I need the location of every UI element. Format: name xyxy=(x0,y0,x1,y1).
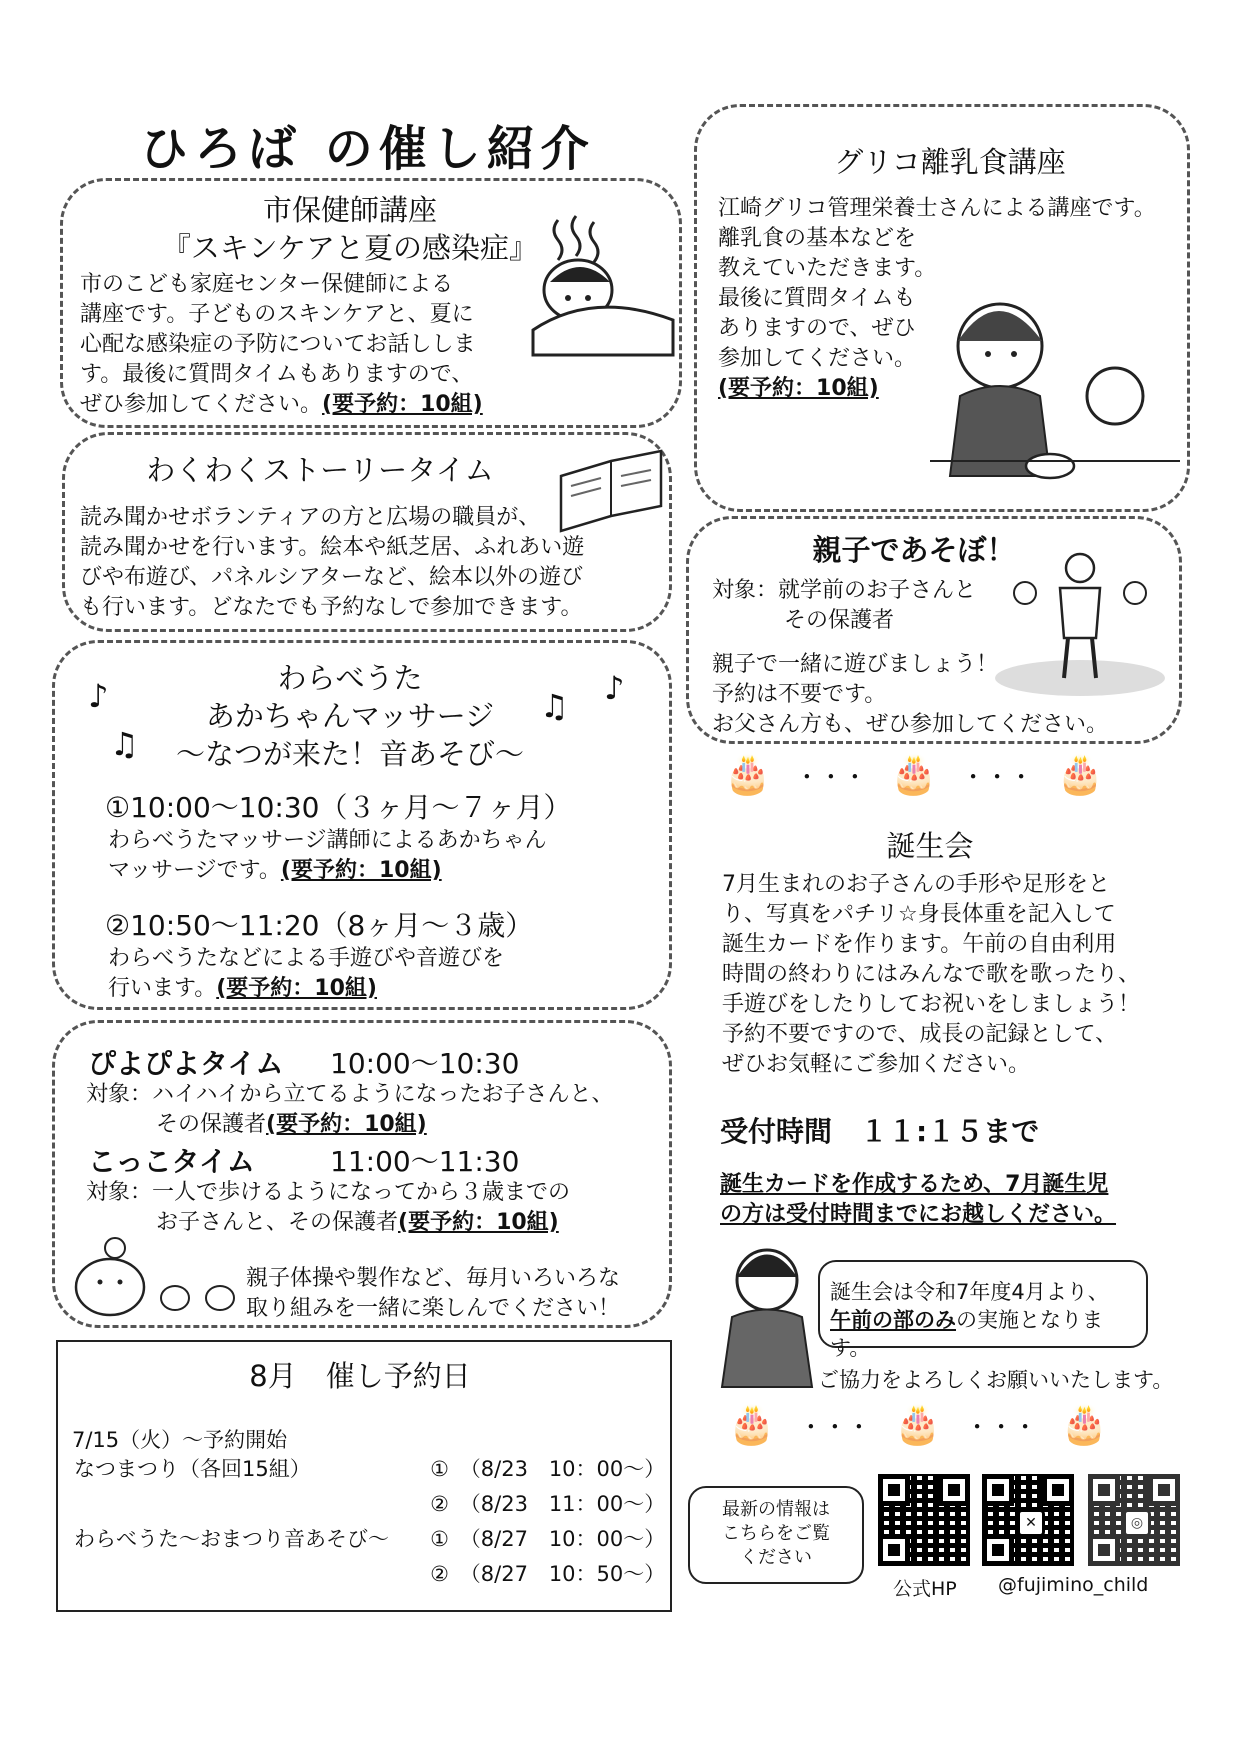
warabe-title: あかちゃんマッサージ xyxy=(205,699,495,733)
hp-label: 公式HP xyxy=(893,1578,957,1600)
book-illustration xyxy=(556,446,666,536)
reservation-row xyxy=(74,1522,664,1557)
glico-line: 参加してください。 xyxy=(718,346,917,371)
hokenshi-line: ぜひ参加してください。 xyxy=(80,392,323,417)
warabe-session1: ①10:00～10:30（３ヶ月～７ヶ月） xyxy=(105,791,572,824)
bubble-line: の実施となります。 xyxy=(830,1308,1103,1360)
piyo-time: 10:00～10:30 xyxy=(330,1047,520,1080)
event-date: （8/27 xyxy=(459,1527,528,1551)
warabe-session1-body xyxy=(108,826,547,886)
music-note-icon: ♫ xyxy=(540,687,569,725)
warabe-title: わらべうた xyxy=(277,661,423,695)
cake-icon: 🎂 xyxy=(1056,752,1104,796)
warabe-title: ～なつが来た！音あそび～ xyxy=(175,737,524,771)
reservation-start: 7/15（火）～予約開始 xyxy=(72,1428,288,1452)
reservation-row xyxy=(74,1557,664,1592)
event-date: （8/23 xyxy=(459,1492,528,1516)
reserve-note: (要予約：10組) xyxy=(216,976,377,1001)
mother-feeding-illustration xyxy=(930,276,1180,486)
birthday-line: 手遊びをしたりしてお祝いをしましょう！ xyxy=(722,992,1141,1017)
hokenshi-line: 講座です。子どものスキンケアと、夏に xyxy=(80,302,474,327)
event-no: ② xyxy=(430,1492,449,1516)
event-date: （8/27 xyxy=(459,1562,528,1586)
piyo-msg-line: 取り組みを一緒に楽しんでください！ xyxy=(246,1296,621,1321)
reservation-title: 8月 催し予約日 xyxy=(249,1359,471,1393)
hokenshi-body xyxy=(80,270,580,420)
hokenshi-line: 市のこども家庭センター保健師による xyxy=(80,272,454,297)
sns-handle: @fujimino_child xyxy=(998,1574,1149,1596)
birthday-line: り、写真をパチリ☆身長体重を記入して xyxy=(722,902,1116,927)
thanks: ご協力をよろしくお願いいたします。 xyxy=(818,1368,1174,1392)
birthday-line: ぜひお気軽にご参加ください。 xyxy=(722,1052,1031,1077)
bubble-line: 誕生会は令和7年度4月より、 xyxy=(830,1280,1109,1304)
x-logo-icon: ✕ xyxy=(1017,1509,1045,1537)
warabe-session2-body xyxy=(108,944,504,1004)
piyo-line: その保護者 xyxy=(156,1112,267,1137)
warabe-line: わらべうたなどによる手遊びや音遊びを xyxy=(108,946,505,971)
oyako-target xyxy=(712,576,976,636)
story-line: 読み聞かせを行います。絵本や紙芝居、ふれあい遊 xyxy=(80,535,585,560)
hokenshi-line: す。最後に質問タイムもありますので、 xyxy=(80,362,474,387)
birthday-notice xyxy=(720,1170,1116,1230)
oyako-line: 親子で一緒に遊びましょう！ xyxy=(712,652,999,677)
reserve-note: (要予約：10組) xyxy=(718,376,879,401)
cake-icon: 🎂 xyxy=(724,752,772,796)
hokenshi-title: 市保健師講座 xyxy=(262,193,437,227)
story-line: びや布遊び、パネルシアターなど、絵本以外の遊び xyxy=(80,565,584,590)
event-no: ① xyxy=(430,1457,449,1481)
glico-line: 最後に質問タイムも xyxy=(718,286,916,311)
bubble-highlight: 午前の部のみ xyxy=(830,1308,956,1332)
event-time: 10：00～） xyxy=(548,1457,666,1481)
info-box xyxy=(688,1486,864,1584)
dots: ・・・ xyxy=(798,1413,871,1441)
kokko-name: こっこタイム xyxy=(88,1145,255,1178)
glico-line: 江崎グリコ管理栄養士さんによる講座です。 xyxy=(718,196,1156,221)
reservation-row xyxy=(74,1452,664,1487)
oyako-line: お父さん方も、ぜひ参加してください。 xyxy=(712,712,1109,737)
kokko-line: 対象：一人で歩けるようになってから３歳までの xyxy=(86,1180,571,1205)
birthday-body xyxy=(722,870,1192,1080)
instagram-qr-code[interactable] xyxy=(1088,1474,1180,1566)
glico-title: グリコ離乳食講座 xyxy=(834,145,1066,179)
oyako-title: 親子であそぼ！ xyxy=(812,533,1016,567)
music-note-icon: ♫ xyxy=(110,725,139,763)
info-line: ください xyxy=(740,1547,812,1568)
story-line: 読み聞かせボランティアの方と広場の職員が、 xyxy=(80,505,541,530)
notice-line: の方は受付時間までにお越しください。 xyxy=(720,1202,1117,1227)
event-time: 11：00～） xyxy=(548,1492,666,1516)
event-no: ① xyxy=(430,1527,449,1551)
cake-icon: 🎂 xyxy=(1060,1402,1108,1446)
event-no: ② xyxy=(430,1562,449,1586)
glico-line: ありますので、ぜひ xyxy=(718,316,916,341)
birthday-bubble xyxy=(818,1260,1148,1360)
reserve-note: (要予約：10組) xyxy=(280,858,442,883)
warabe-line: 行います。 xyxy=(108,976,217,1001)
reservation-row xyxy=(74,1487,664,1522)
instagram-icon: ◎ xyxy=(1123,1509,1151,1537)
birthday-title: 誕生会 xyxy=(886,829,974,863)
piyo-msg-line: 親子体操や製作など、毎月いろいろな xyxy=(246,1266,621,1291)
event-name xyxy=(74,1557,430,1592)
story-title: わくわくストーリータイム xyxy=(146,453,494,487)
music-note-icon: ♪ xyxy=(88,677,109,715)
birthday-line: 予約不要ですので、成長の記録として、 xyxy=(722,1022,1118,1047)
birthday-line: 誕生カードを作ります。午前の自由利用 xyxy=(722,932,1117,957)
piyo-line: 対象：ハイハイから立てるようになったお子さんと、 xyxy=(86,1082,614,1107)
oyako-line: その保護者 xyxy=(784,608,895,633)
birthday-line: 7月生まれのお子さんの手形や足形をと xyxy=(722,872,1110,897)
glico-line: 離乳食の基本などを xyxy=(718,226,917,251)
cake-icon: 🎂 xyxy=(894,1402,942,1446)
event-time: 10：50～） xyxy=(548,1562,666,1586)
staff-illustration xyxy=(712,1242,822,1392)
cake-icon: 🎂 xyxy=(728,1402,776,1446)
reserve-note: (要予約：10組) xyxy=(398,1210,559,1235)
oyako-line: 予約は不要です。 xyxy=(712,682,887,707)
x-qr-code[interactable] xyxy=(982,1474,1074,1566)
event-name: わらべうた～おまつり音あそび～ xyxy=(74,1527,389,1551)
sick-child-illustration xyxy=(528,210,678,360)
birthday-line: 時間の終わりにはみんなで歌を歌ったり、 xyxy=(722,962,1141,987)
piyo-name: ぴよぴよタイム xyxy=(88,1047,284,1080)
reserve-note: (要予約：10組) xyxy=(266,1112,427,1137)
hokenshi-line: 心配な感染症の予防についてお話ししま xyxy=(80,332,476,357)
chick-illustration xyxy=(70,1232,240,1322)
kokko-line: お子さんと、その保護者 xyxy=(156,1210,399,1235)
notice-line: 誕生カードを作成するため、7月誕生児 xyxy=(720,1172,1109,1197)
story-line: も行います。どなたでも予約なしで参加できます。 xyxy=(80,595,583,620)
dots: ・・・ xyxy=(965,1413,1038,1441)
warabe-line: わらべうたマッサージ講師によるあかちゃん xyxy=(108,828,547,853)
oyako-line: 対象：就学前のお子さんと xyxy=(712,578,977,603)
event-time: 10：00～） xyxy=(548,1527,666,1551)
reservation-table xyxy=(74,1452,664,1592)
warabe-session2: ②10:50～11:20（8ヶ月～３歳） xyxy=(105,909,534,942)
hokenshi-subtitle: 『スキンケアと夏の感染症』 xyxy=(161,231,539,265)
dots: ・・・ xyxy=(794,763,867,791)
event-date: （8/23 xyxy=(459,1457,528,1481)
piyo-target xyxy=(86,1080,614,1140)
family-play-illustration xyxy=(990,548,1170,698)
info-line: こちらをご覧 xyxy=(722,1523,830,1544)
kokko-time: 11:00～11:30 xyxy=(330,1145,520,1178)
music-note-icon: ♪ xyxy=(604,669,625,707)
piyo-message xyxy=(246,1264,620,1324)
cake-icon: 🎂 xyxy=(890,752,938,796)
cake-row-bottom xyxy=(728,1402,1108,1447)
dots: ・・・ xyxy=(961,763,1034,791)
page-title: ひろば の催し紹介 xyxy=(140,121,595,177)
warabe-line: マッサージです。 xyxy=(108,858,281,883)
hp-qr-code[interactable] xyxy=(878,1474,970,1566)
kokko-target xyxy=(86,1178,570,1238)
event-name: なつまつり（各回15組） xyxy=(74,1457,311,1481)
cake-row-top xyxy=(724,752,1104,797)
reception-time: 受付時間 １１:１５まで xyxy=(720,1115,1040,1148)
glico-line: 教えていただきます。 xyxy=(718,256,937,281)
info-line: 最新の情報は xyxy=(722,1499,830,1520)
reserve-note: (要予約：10組) xyxy=(322,392,483,417)
event-name xyxy=(74,1487,430,1522)
